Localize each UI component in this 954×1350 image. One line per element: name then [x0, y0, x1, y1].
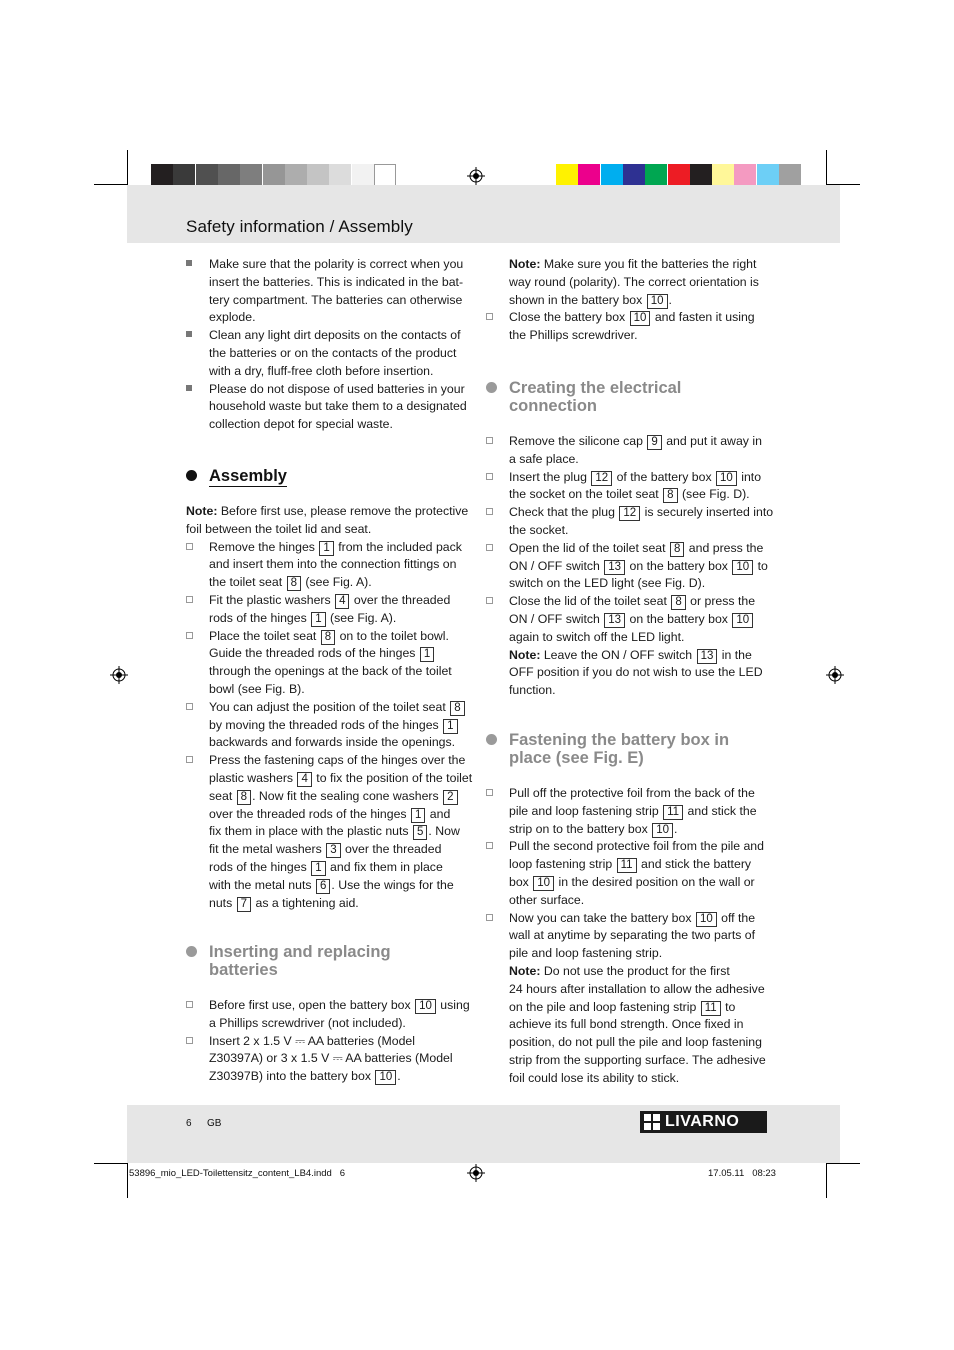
- part-number: 9: [647, 435, 661, 450]
- step-item: Close the battery box 10 and fasten it using the Phillips screwdriver.: [486, 309, 779, 345]
- heading-bullet-icon: [186, 470, 197, 481]
- part-number: 6: [316, 879, 330, 894]
- step-bullet-icon: [486, 469, 493, 487]
- part-number: 11: [617, 858, 637, 873]
- crop-mark: [826, 1163, 860, 1164]
- step-bullet-icon: [486, 309, 493, 327]
- language-code: GB: [207, 1118, 222, 1129]
- list-item: Clean any light dirt deposits on the contacts of the batteries or on the contacts of the product with a dry, fluff-free cloth before insertion.: [186, 327, 476, 380]
- registration-mark-icon: [110, 666, 128, 684]
- part-number: 12: [619, 506, 640, 521]
- color-swatch: [151, 164, 173, 186]
- fastening-section: [486, 785, 779, 1088]
- part-number: 13: [604, 560, 625, 575]
- file-slug: 53896_mio_LED-Toilettensitz_content_LB4.indd 6: [129, 1168, 346, 1179]
- part-number: 10: [732, 613, 753, 628]
- section-heading-fastening: Fastening the battery box in place (see Fig. E): [509, 731, 729, 767]
- part-number: 1: [411, 808, 425, 823]
- part-number: 10: [716, 471, 737, 486]
- color-swatch: [601, 164, 623, 186]
- part-number: 10: [647, 294, 668, 309]
- step-item: Place the toilet seat 8 on to the toilet bowl. Guide the threaded rods of the hinges 1 through the openings at the back of the toilet bowl (see Fig. B).: [186, 628, 476, 699]
- part-number: 7: [237, 897, 251, 912]
- step-bullet-icon: [186, 699, 193, 717]
- color-swatch: [757, 164, 779, 186]
- color-swatch: [218, 164, 240, 186]
- list-item: Please do not dispose of used batteries in your household waste but take them to a designated collection depot for special waste.: [186, 381, 476, 434]
- step-bullet-icon: [186, 628, 193, 646]
- page-number: 6: [186, 1118, 192, 1129]
- step-item: You can adjust the position of the toilet seat 8 by moving the threaded rods of the hinges 1 backwards and forwards inside the openings.: [186, 699, 476, 752]
- step-bullet-icon: [486, 838, 493, 856]
- note: Note: Leave the ON / OFF switch 13 in the OFF position if you do not wish to use the LED function.: [509, 647, 763, 698]
- part-number: 1: [311, 861, 325, 876]
- step-bullet-icon: [186, 592, 193, 610]
- step-bullet-icon: [186, 539, 193, 557]
- color-swatch: [578, 164, 600, 186]
- part-number: 12: [591, 471, 612, 486]
- step-item: Close the lid of the toilet seat 8 or press the ON / OFF switch 13 on the battery box 10 again to switch off the LED light.: [486, 593, 779, 646]
- step-bullet-icon: [486, 433, 493, 451]
- part-number: 5: [413, 825, 427, 840]
- color-swatch: [668, 164, 690, 186]
- part-number: 13: [604, 613, 625, 628]
- part-number: 1: [319, 541, 333, 556]
- section-heading-electrical: Creating the electrical connection: [509, 379, 681, 415]
- step-item: Insert 2 x 1.5 V ⎓ AA batteries (Model Z30397A) or 3 x 1.5 V ⎓ AA batteries (Model Z30397B) into the battery box 10 .: [186, 1033, 476, 1086]
- right-top-section: Note: Make sure you fit the batteries the right way round (polarity). The correct orientation is shown in the battery box 10 .: [509, 257, 759, 307]
- color-swatch: [556, 164, 578, 186]
- note: Note: Before first use, please remove the protective: [186, 504, 469, 518]
- part-number: 8: [663, 488, 677, 503]
- part-number: 10: [652, 823, 673, 838]
- color-swatch: [623, 164, 645, 186]
- registration-mark-icon: [826, 666, 844, 684]
- part-number: 8: [237, 790, 251, 805]
- step-item: Fit the plastic washers 4 over the threaded rods of the hinges 1 (see Fig. A).: [186, 592, 476, 628]
- crop-mark: [94, 1163, 128, 1164]
- part-number: 1: [443, 719, 457, 734]
- step-item: Insert the plug 12 of the battery box 10 into the socket on the toilet seat 8 (see Fig. D).: [486, 469, 779, 505]
- step-item: Pull off the protective foil from the back of the pile and loop fastening strip 11 and stick the strip on to the battery box 10 .: [486, 785, 779, 838]
- part-number: 13: [697, 649, 718, 664]
- step-item: Now you can take the battery box 10 off the wall at anytime by separating the two parts of pile and loop fastening strip.: [486, 910, 779, 963]
- step-item: Before first use, open the battery box 10 using a Phillips screwdriver (not included).: [186, 997, 476, 1033]
- logo-mark-icon: [644, 1114, 660, 1130]
- color-swatch: [712, 164, 734, 186]
- part-number: 10: [732, 560, 753, 575]
- left-column: [186, 256, 476, 434]
- color-swatch: [352, 164, 374, 186]
- heading-bullet-icon: [186, 946, 197, 957]
- section-heading-assembly: Assembly: [209, 467, 287, 485]
- part-number: 11: [663, 805, 683, 820]
- part-number: 10: [630, 311, 651, 326]
- section-heading-inserting: Inserting and replacing batteries: [209, 943, 391, 979]
- part-number: 10: [696, 912, 717, 927]
- part-number: 10: [375, 1070, 396, 1085]
- dc-symbol-icon: ⎓: [332, 1051, 343, 1066]
- brand-logo: LIVARNO: [640, 1111, 767, 1133]
- list-item: Make sure that the polarity is correct when you insert the batteries. This is indicated in the bat- tery compartment. The batteries can otherwise explode.: [186, 256, 476, 327]
- assembly-section: Note: Before first use, please remove the protective foil between the toilet lid and seat. Remove the hinges 1 from the included pack and insert them into the connection fittings on the toilet seat 8 (see Fig. A). Fit the plastic washers 4 over the threaded rods of the hinges 1 (see Fig. A). Place the toilet seat 8 on to the toilet bowl. Guide the threaded rods of the hinges 1 through the openings at the back of the toilet bowl (see Fig. B). You can adjust the position of the toilet seat 8 by moving the threaded rods of the hinges 1 backwards and forwards inside the openings. Press the fastening caps of the hinges over the plastic washers 4 to fix the position of the toilet seat 8 . Now fit the sealing cone washers 2 over the threaded rods of the hinges 1 and fix them in place with the plastic nuts 5 . Now fit the metal washers 3 over the threaded rods of the hinges 1 and fix them in place with the metal nuts 6 . Use the wings for the nuts 7 as a tightening aid.: [186, 503, 476, 912]
- step-item: Remove the silicone cap 9 and put it away in a safe place.: [486, 433, 779, 469]
- color-swatch: [329, 164, 351, 186]
- part-number: 8: [671, 595, 685, 610]
- bullet-icon: [186, 381, 192, 399]
- part-number: 10: [415, 999, 436, 1014]
- heading-bullet-icon: [486, 734, 497, 745]
- crop-mark: [826, 150, 827, 185]
- color-swatch: [285, 164, 307, 186]
- step-bullet-icon: [486, 910, 493, 928]
- step-item: Pull the second protective foil from the pile and loop fastening strip 11 and stick the battery box 10 in the desired position on the wall or other surface.: [486, 838, 779, 909]
- crop-mark: [127, 150, 128, 185]
- part-number: 3: [326, 843, 340, 858]
- crop-mark: [826, 1163, 827, 1198]
- step-bullet-icon: [186, 752, 193, 770]
- color-swatch: [690, 164, 712, 186]
- part-number: 11: [701, 1001, 721, 1016]
- color-swatch: [734, 164, 756, 186]
- inserting-section: [186, 997, 476, 1086]
- step-bullet-icon: [486, 593, 493, 611]
- part-number: 2: [443, 790, 457, 805]
- part-number: 8: [287, 576, 301, 591]
- note: Note: Do not use the product for the first 24 hours after installation to allow the adhesive on the pile and loop fastening strip 11 to achieve its full bond strength. Once fixed in position, do not pull the pile and loop fastening strip from the supporting surface. The adhesive foil could lose its ability to stick.: [509, 963, 766, 1085]
- step-bullet-icon: [486, 540, 493, 558]
- electrical-section: [486, 433, 779, 700]
- page-title: Safety information / Assembly: [186, 217, 413, 236]
- color-swatch: [374, 164, 396, 186]
- part-number: 1: [311, 612, 325, 627]
- step-bullet-icon: [486, 504, 493, 522]
- part-number: 8: [321, 630, 335, 645]
- registration-mark-icon: [467, 167, 485, 185]
- dc-symbol-icon: ⎓: [295, 1033, 305, 1048]
- bullet-icon: [186, 256, 192, 274]
- registration-mark-icon: [467, 1164, 485, 1182]
- color-swatch: [240, 164, 262, 186]
- step-bullet-icon: [186, 1033, 193, 1051]
- step-item: Check that the plug 12 is securely inserted into the socket.: [486, 504, 779, 540]
- color-swatch: [173, 164, 195, 186]
- color-swatch: [645, 164, 667, 186]
- part-number: 4: [335, 594, 349, 609]
- heading-bullet-icon: [486, 382, 497, 393]
- part-number: 8: [450, 701, 464, 716]
- bullet-icon: [186, 327, 192, 345]
- part-number: 10: [533, 876, 554, 891]
- right-top-step: [486, 309, 779, 345]
- color-swatch: [307, 164, 329, 186]
- part-number: 8: [670, 542, 684, 557]
- crop-mark: [94, 184, 128, 185]
- color-swatch: [779, 164, 801, 186]
- part-number: 4: [297, 772, 311, 787]
- color-swatch: [196, 164, 218, 186]
- step-item: Press the fastening caps of the hinges over the plastic washers 4 to fix the position of the toilet seat 8 . Now fit the sealing cone washers 2 over the threaded rods of the hinges 1 and fix them in place with the plastic nuts 5 . Now fit the metal washers 3 over the threaded rods of the hinges 1 and fix them in place with the metal nuts 6 . Use the wings for the nuts 7 as a tightening aid.: [186, 752, 476, 912]
- step-item: Open the lid of the toilet seat 8 and press the ON / OFF switch 13 on the battery box 10 to switch on the LED light (see Fig. D).: [486, 540, 779, 593]
- step-bullet-icon: [486, 785, 493, 803]
- print-date: 17.05.11 08:23: [708, 1168, 776, 1179]
- step-item: Remove the hinges 1 from the included pack and insert them into the connection fittings on the toilet seat 8 (see Fig. A).: [186, 539, 476, 592]
- crop-mark: [127, 1163, 128, 1198]
- part-number: 1: [420, 647, 434, 662]
- color-swatch: [263, 164, 285, 186]
- step-bullet-icon: [186, 997, 193, 1015]
